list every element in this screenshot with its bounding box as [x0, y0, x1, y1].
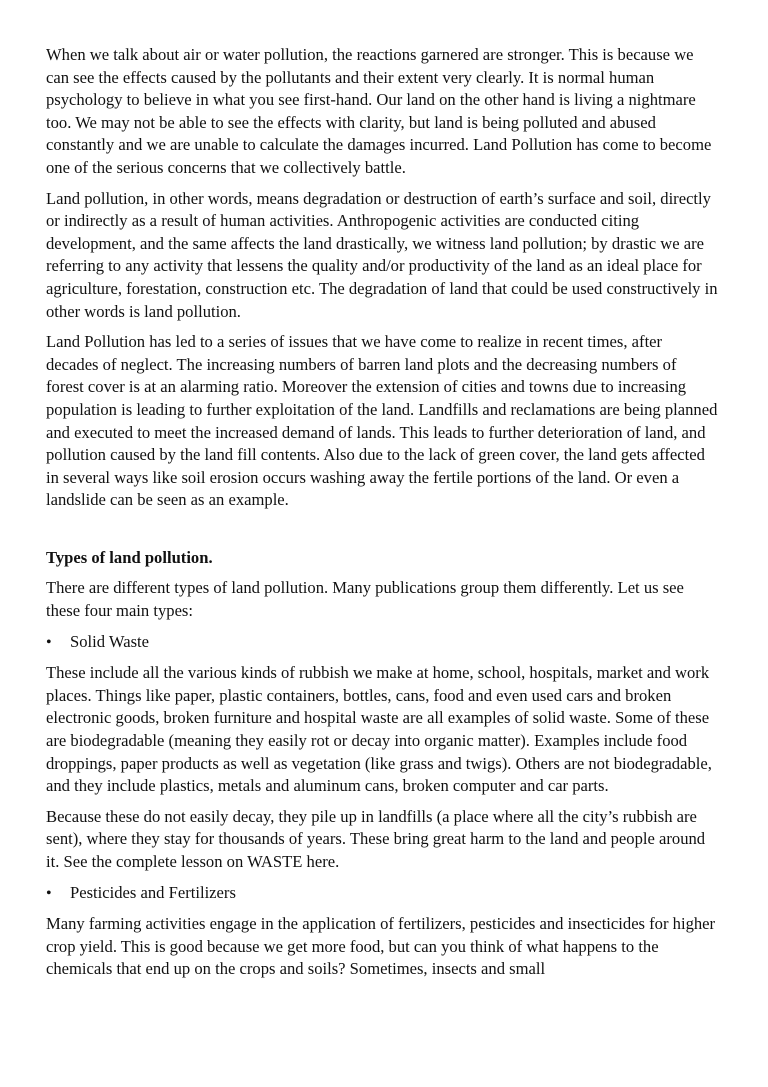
intro-paragraph-2: Land pollution, in other words, means degradation or destruction of earth’s surface and soil, directly or indirectly as a result of human activities. Anthropogenic activities are conducted citing development, and the same affects the land drastically, we witness land pollution; by drastic we are referring to any activity that lessens the quality and/or productivity of the land as an ideal place for agriculture, forestation, construction etc. The degradation of land that could be used constructively in other words is land pollution. — [46, 188, 718, 321]
pesticides-paragraph-1: Many farming activities engage in the application of fertilizers, pesticides and insecticides for higher crop yield. This is good because we get more food, but can you think of what happens to the chemicals that end up on the crops and soils? Sometimes, insects and small — [46, 914, 716, 979]
section-intro-paragraph: There are different types of land pollution. Many publications group them differently. Let us see these four main types: — [46, 578, 684, 621]
intro-paragraph-1: When we talk about air or water pollution, the reactions garnered are stronger. This is because we can see the effects caused by the pollutants and their extent very clearly. It is normal human psychology to believe in what you see first-hand. Our land on the other hand is living a nightmare too. We may not be able to see the effects with clarity, but land is being polluted and abused constantly and we are unable to calculate the damages incurred. Land Pollution has come to become one of the serious concerns that we collectively battle. — [46, 45, 712, 177]
section-heading: Types of land pollution. — [46, 547, 213, 567]
bullet-icon: • — [46, 633, 52, 651]
solid-waste-paragraph-1: These include all the various kinds of rubbish we make at home, school, hospitals, market and work places. Things like paper, plastic containers, bottles, cans, food and even used cars and broken electronic goods, broken furniture and hospital waste are all examples of solid waste. Some of these are biodegradable (meaning they easily rot or decay into organic matter). Examples include food droppings, paper products as well as vegetation (like grass and twigs). Others are not biodegradable, and they include plastics, metals and aluminum cans, broken computer and car parts. — [46, 663, 712, 796]
bullet-label: Solid Waste — [70, 631, 150, 651]
bullet-label: Pesticides and Fertilizers — [70, 882, 236, 902]
solid-waste-paragraph-2: Because these do not easily decay, they pile up in landfills (a place where all the city’s rubbish are sent), where they stay for thousands of years. These bring great harm to the land and people around it. See the complete lesson on WASTE here. — [46, 806, 706, 871]
intro-paragraph-3: Land Pollution has led to a series of issues that we have come to realize in recent times, after decades of neglect. The increasing numbers of barren land plots and the decreasing numbers of forest cover is at an alarming ratio. Moreover the extension of cities and towns due to increasing population is leading to further exploitation of the land. Landfills and reclamations are being planned and executed to meet the increased demand of lands. This leads to further deterioration of land, and pollution caused by the land fill contents. Also due to the lack of green cover, the land gets affected in several ways like soil erosion occurs washing away the fertile portions of the land. Or even a landslide can be seen as an example. — [46, 332, 718, 510]
bullet-solid-waste — [46, 631, 718, 655]
bullet-pesticides — [46, 882, 718, 906]
document-body — [46, 44, 718, 989]
bullet-icon: • — [46, 884, 52, 902]
